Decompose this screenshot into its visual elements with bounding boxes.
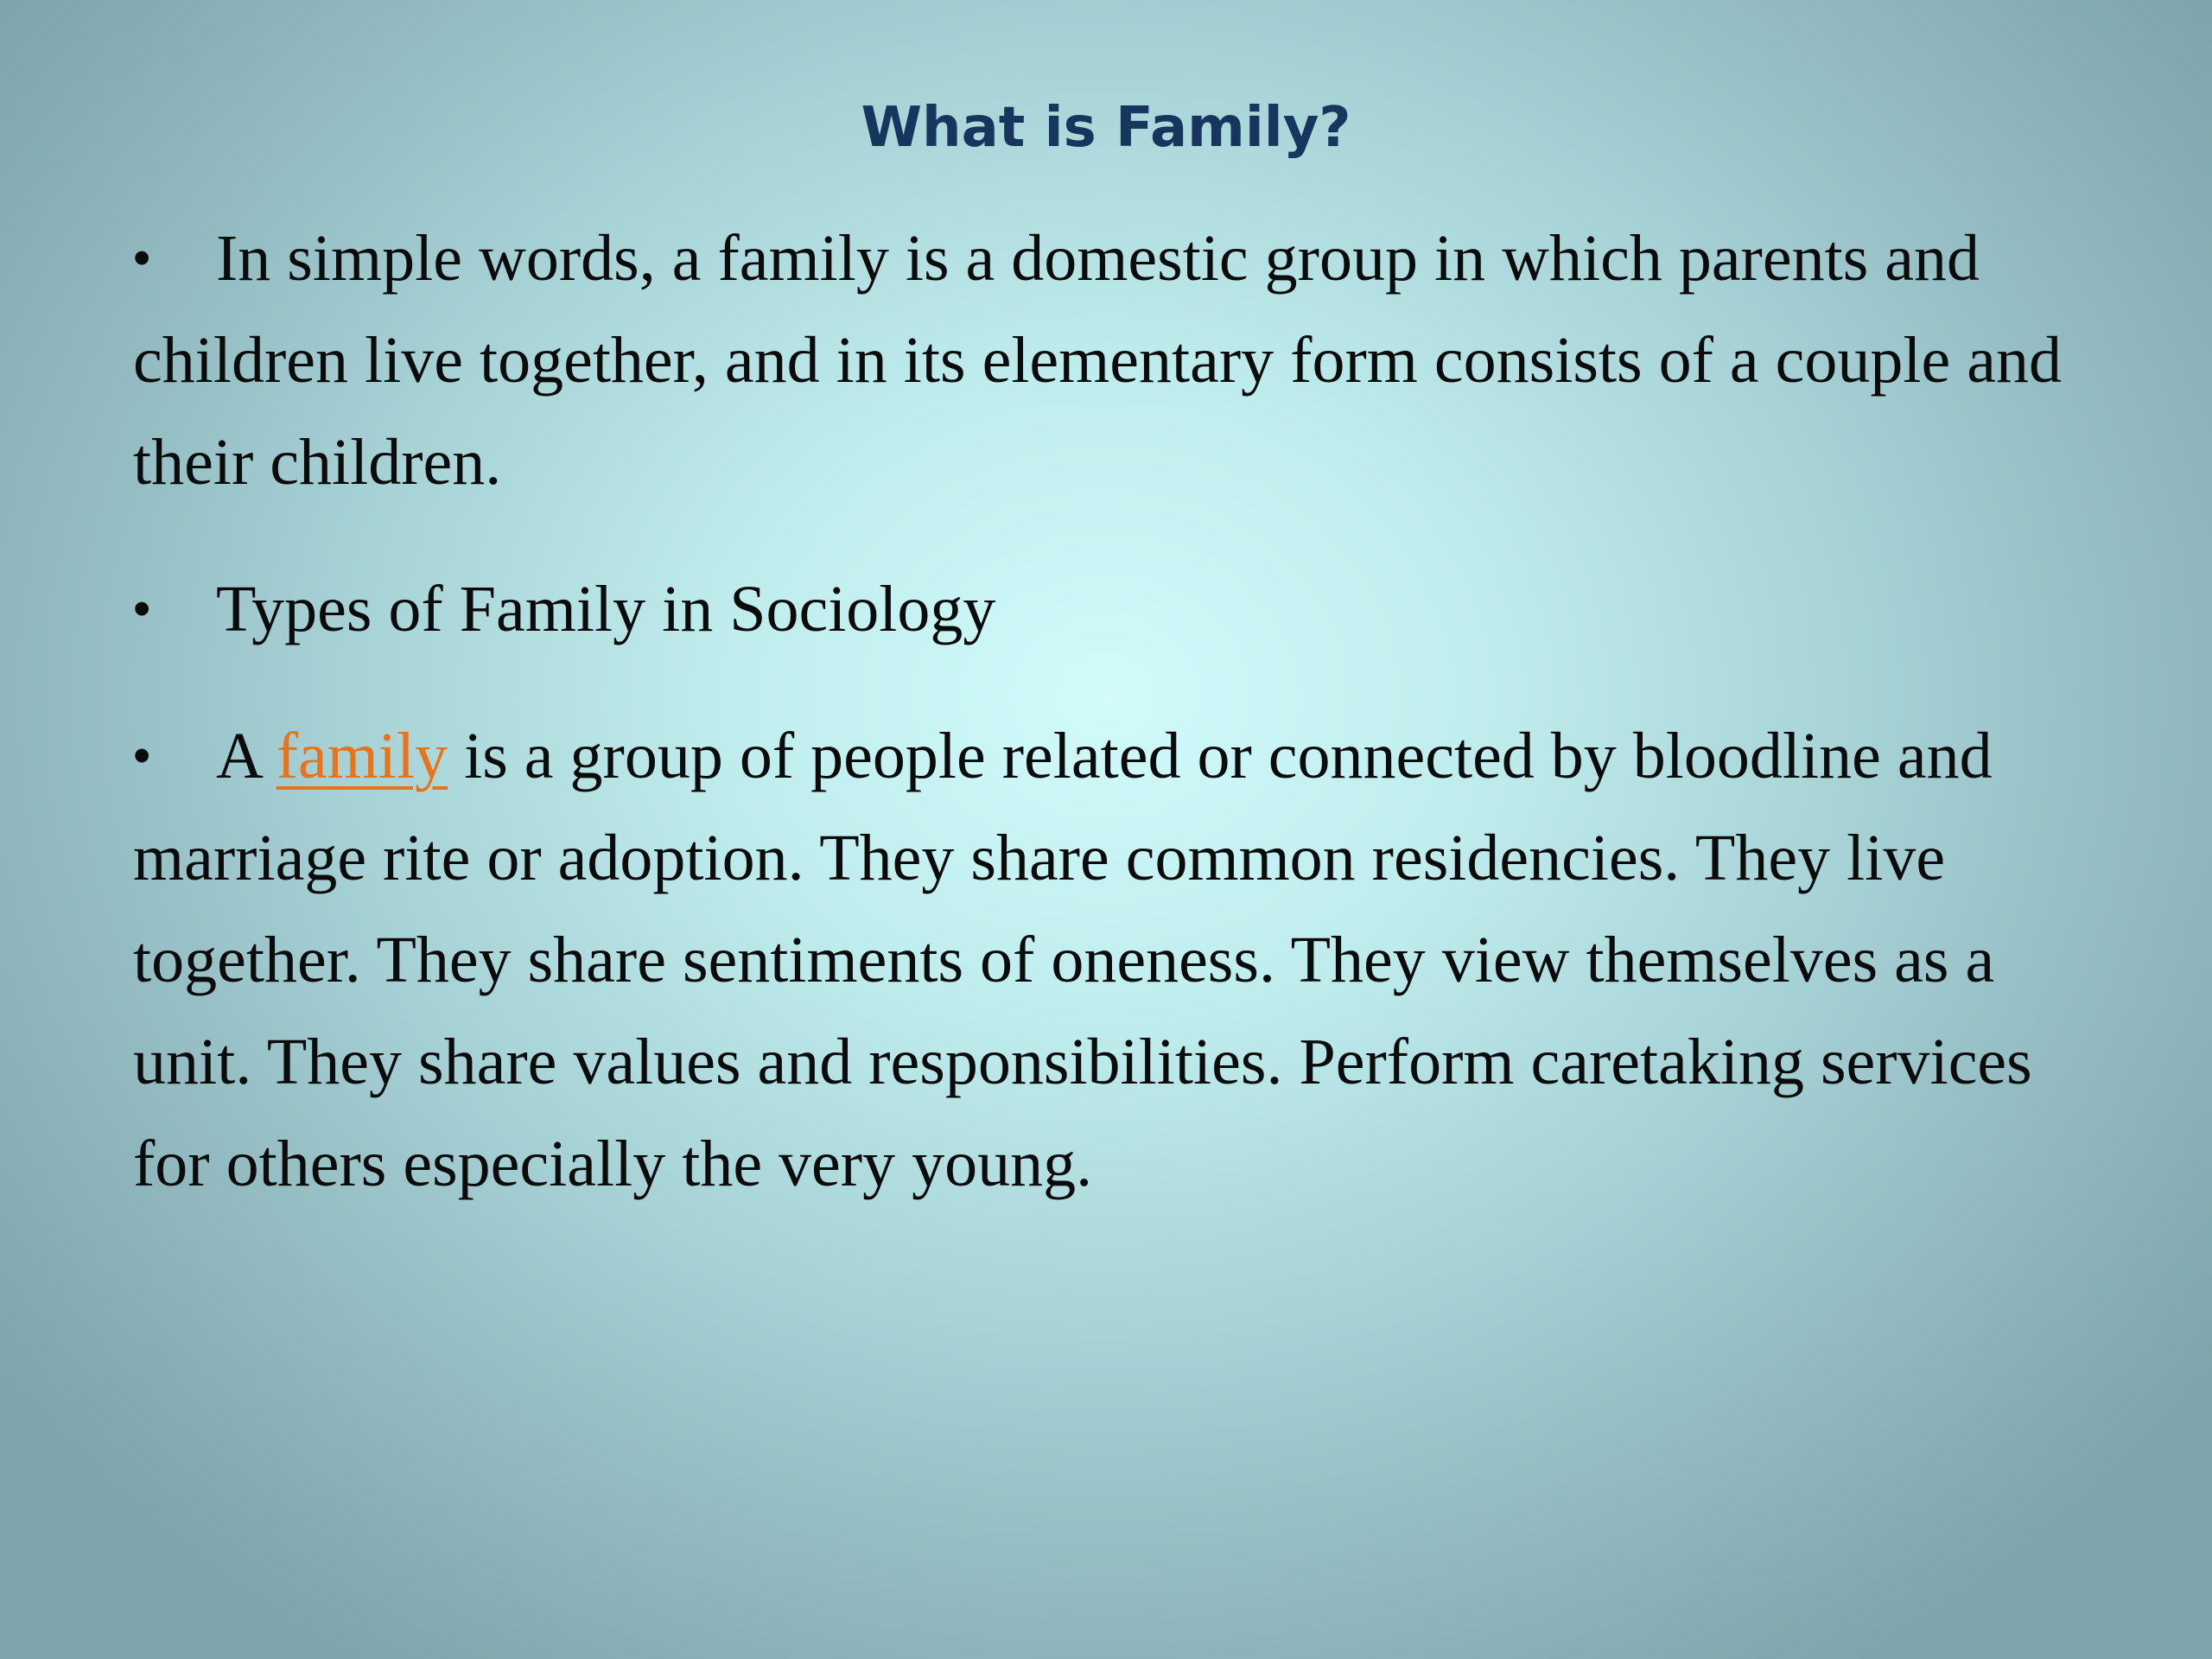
bullet-text-suffix: is a group of people related or connected by bloodline and marriage rite or adoption. They share common residencies. They live together. They share sentiments of oneness. They view themselves as a unit. They share values and responsibilities. Perform caretaking services for others especially the very young. (133, 720, 2032, 1200)
bullet-item-family-description (133, 705, 2086, 1215)
bullet-icon: • (133, 728, 151, 784)
bullet-list (133, 207, 2086, 1260)
bullet-icon: • (133, 581, 151, 637)
bullet-text: In simple words, a family is a domestic group in which parents and children live together, and in its elementary form consists of a couple and their children. (133, 222, 2062, 499)
bullet-icon: • (133, 230, 151, 286)
family-link[interactable]: family (276, 720, 448, 792)
bullet-text: Types of Family in Sociology (216, 573, 996, 645)
bullet-item-definition (133, 207, 2086, 513)
slide-title: What is Family? (861, 96, 1351, 160)
bullet-text-prefix: A (216, 720, 276, 792)
bullet-item-types (133, 558, 2086, 660)
